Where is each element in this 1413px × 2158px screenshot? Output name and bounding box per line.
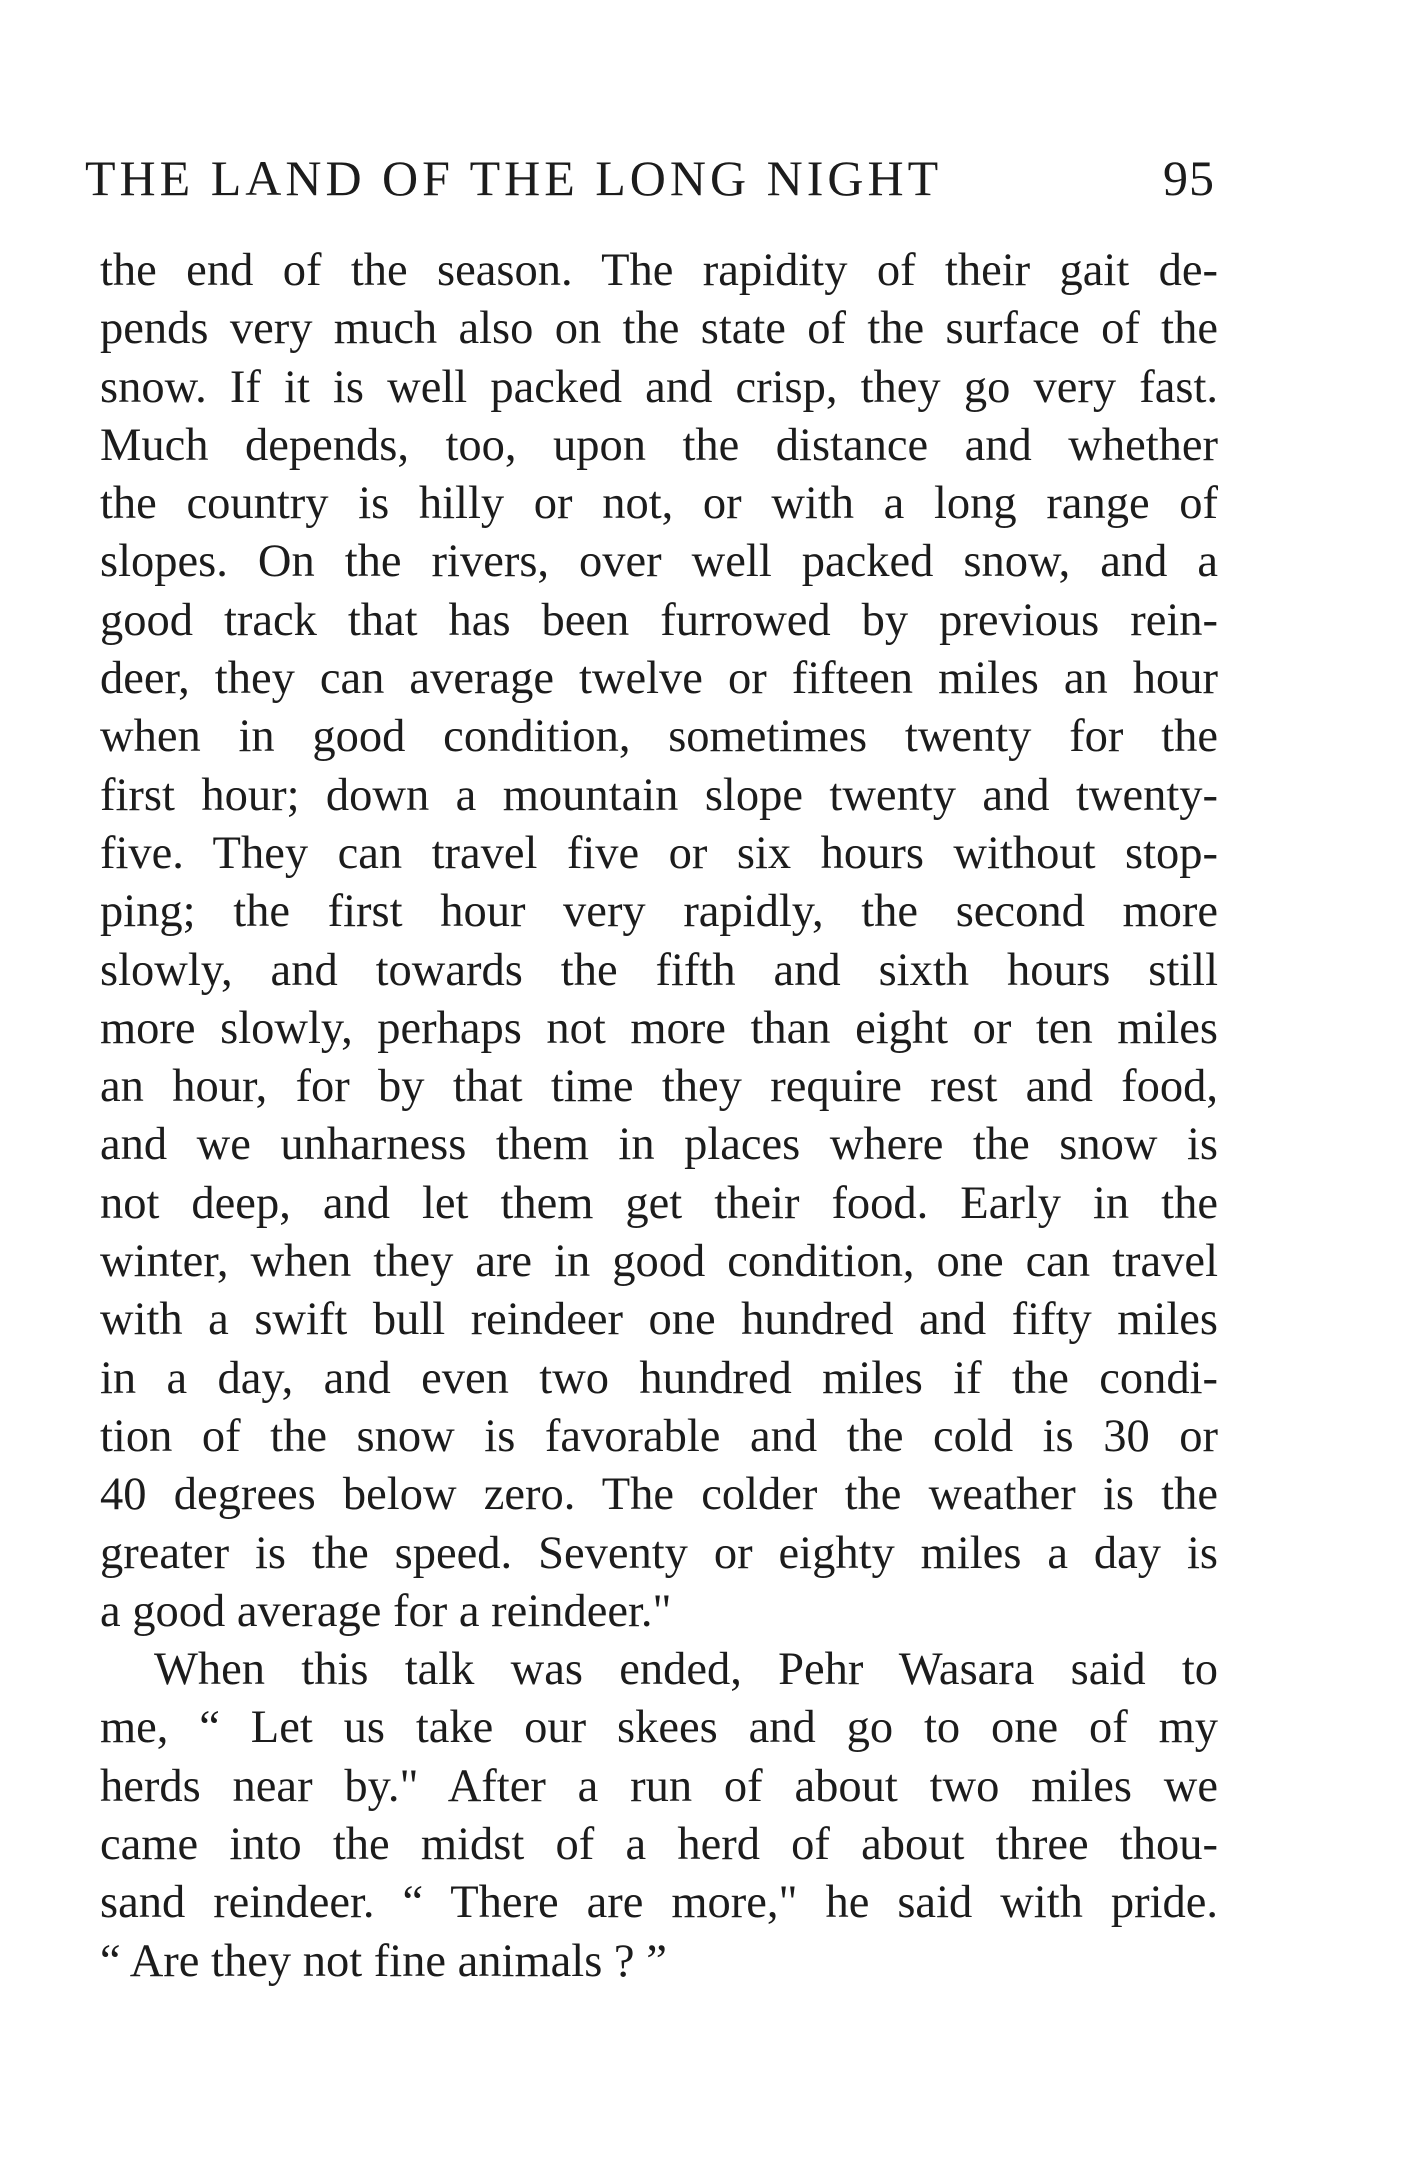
text-line: not deep, and let them get their food. Early in the (100, 1177, 1218, 1229)
text-line: five. They can travel five or six hours without stop- (100, 827, 1218, 879)
text-line: me, “ Let us take our skees and go to one of my (100, 1702, 1218, 1754)
paragraph-1 (100, 242, 1218, 1641)
text-line: “ Are they not fine animals ? ” (100, 1935, 667, 1987)
text-line: When this talk was ended, Pehr Wasara said to (154, 1644, 1218, 1696)
text-line: the country is hilly or not, or with a long range of (100, 478, 1218, 530)
text-line: herds near by." After a run of about two miles we (100, 1760, 1218, 1812)
text-line: slopes. On the rivers, over well packed snow, and a (100, 536, 1218, 588)
text-line: with a swift bull reindeer one hundred and fifty miles (100, 1294, 1218, 1346)
text-line: and we unharness them in places where the snow is (100, 1119, 1218, 1171)
text-line: Much depends, too, upon the distance and whether (100, 419, 1218, 471)
paragraph-2 (100, 1641, 1218, 1991)
text-line: sand reindeer. “ There are more," he said with pride. (100, 1877, 1218, 1929)
text-line: good track that has been furrowed by previous rein- (100, 594, 1218, 646)
text-line: more slowly, perhaps not more than eight or ten miles (100, 1002, 1218, 1054)
text-line: the end of the season. The rapidity of their gait de- (100, 245, 1218, 296)
text-line: ping; the first hour very rapidly, the second more (100, 886, 1218, 938)
text-line: tion of the snow is favorable and the cold is 30 or (100, 1410, 1218, 1462)
text-line: a good average for a reindeer." (100, 1585, 672, 1637)
text-line: an hour, for by that time they require rest and food, (100, 1061, 1218, 1113)
text-line: winter, when they are in good condition, one can travel (100, 1236, 1218, 1288)
text-line: in a day, and even two hundred miles if the condi- (100, 1352, 1218, 1404)
text-line: slowly, and towards the fifth and sixth hours still (100, 944, 1218, 996)
text-block (100, 242, 1218, 1991)
text-line: snow. If it is well packed and crisp, they go very fast. (100, 361, 1218, 413)
text-line: when in good condition, sometimes twenty for the (100, 711, 1218, 763)
page-number: 95 (1163, 150, 1215, 206)
running-head-title: THE LAND OF THE LONG NIGHT (85, 150, 943, 206)
text-line: came into the midst of a herd of about three thou- (100, 1819, 1218, 1871)
text-line: first hour; down a mountain slope twenty and twenty- (100, 769, 1218, 821)
text-line: 40 degrees below zero. The colder the weather is the (100, 1469, 1218, 1521)
text-line: greater is the speed. Seventy or eighty miles a day is (100, 1527, 1218, 1579)
text-line: deer, they can average twelve or fifteen miles an hour (100, 653, 1218, 705)
text-line: pends very much also on the state of the surface of the (100, 303, 1218, 355)
running-head (85, 148, 1215, 208)
